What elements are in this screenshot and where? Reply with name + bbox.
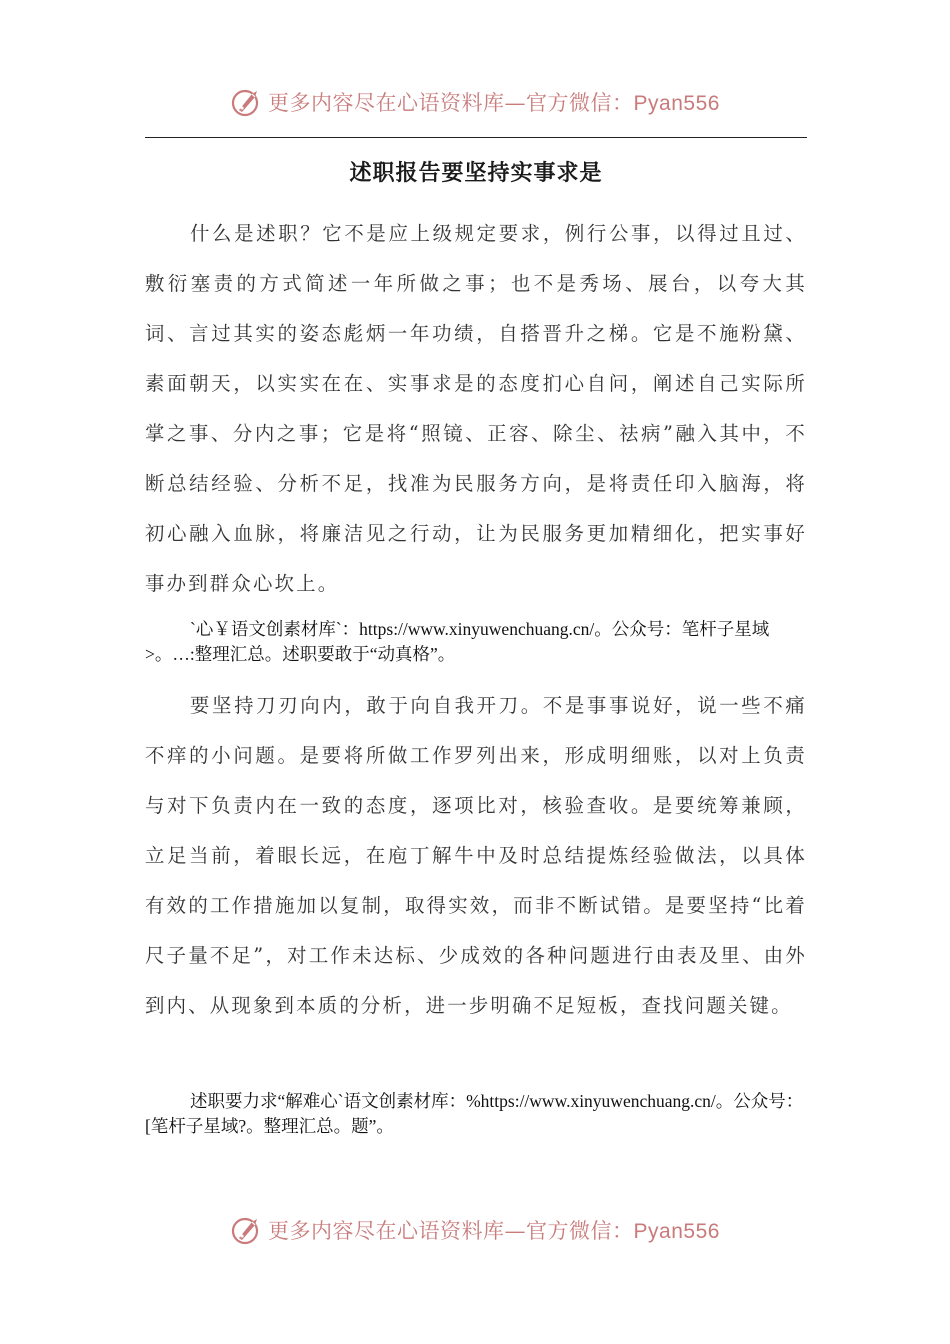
banner-text: 更多内容尽在心语资料库—官方微信：Pyan556 [268,1219,720,1243]
inline-source-note: `心￥语文创素材库`：https://www.xinyuwenchuang.cn/。公众号：笔杆子星域>。…:整理汇总。述职要敢于“动真格”。 [145,619,770,664]
wechat-id: Pyan556 [633,92,720,115]
banner-text: 更多内容尽在心语资料库—官方微信：Pyan556 [268,91,720,115]
header-banner [0,80,950,124]
document-title: 述职报告要坚持实事求是 [349,160,603,186]
body-paragraph: 什么是述职？它不是应上级规定要求，例行公事，以得过且过、敷衍塞责的方式简述一年所做之事；也不是秀场、展台，以夸大其词、言过其实的姿态彪炳一年功绩，自搭晋升之梯。它是不施粉黛、素面朝天，以实实在在、实事求是的态度扪心自问，阐述自己实际所掌之事、分内之事；它是将“照镜、正容、除尘、祛病”融入其中，不断总结经验、分析不足，找准为民服务方向，是将责任印入脑海，将初心融入血脉，将廉洁见之行动，让为民服务更加精细化，把实事好事办到群众心坎上。 [145,222,807,595]
header-divider [145,137,807,138]
footer-banner [0,1208,950,1252]
pen-nib-logo-icon [230,1213,264,1247]
body-paragraph: 要坚持刀刃向内，敢于向自我开刀。不是事事说好，说一些不痛不痒的小问题。是要将所做工作罗列出来，形成明细账，以对上负责与对下负责内在一致的态度，逐项比对，核验查收。是要统筹兼顾，立足当前，着眼长远，在庖丁解牛中及时总结提炼经验做法，以具体有效的工作措施加以复制，取得实效，而非不断试错。是要坚持“比着尺子量不足”，对工作未达标、少成效的各种问题进行由表及里、由外到内、从现象到本质的分析，进一步明确不足短板，查找问题关键。 [145,694,807,1017]
wechat-id: Pyan556 [633,1220,720,1243]
inline-source-note: 述职要力求“解难心`语文创素材库：%https://www.xinyuwenchuang.cn/。公众号：[笔杆子星域?。整理汇总。题”。 [145,1091,804,1136]
pen-nib-logo-icon [230,85,264,119]
